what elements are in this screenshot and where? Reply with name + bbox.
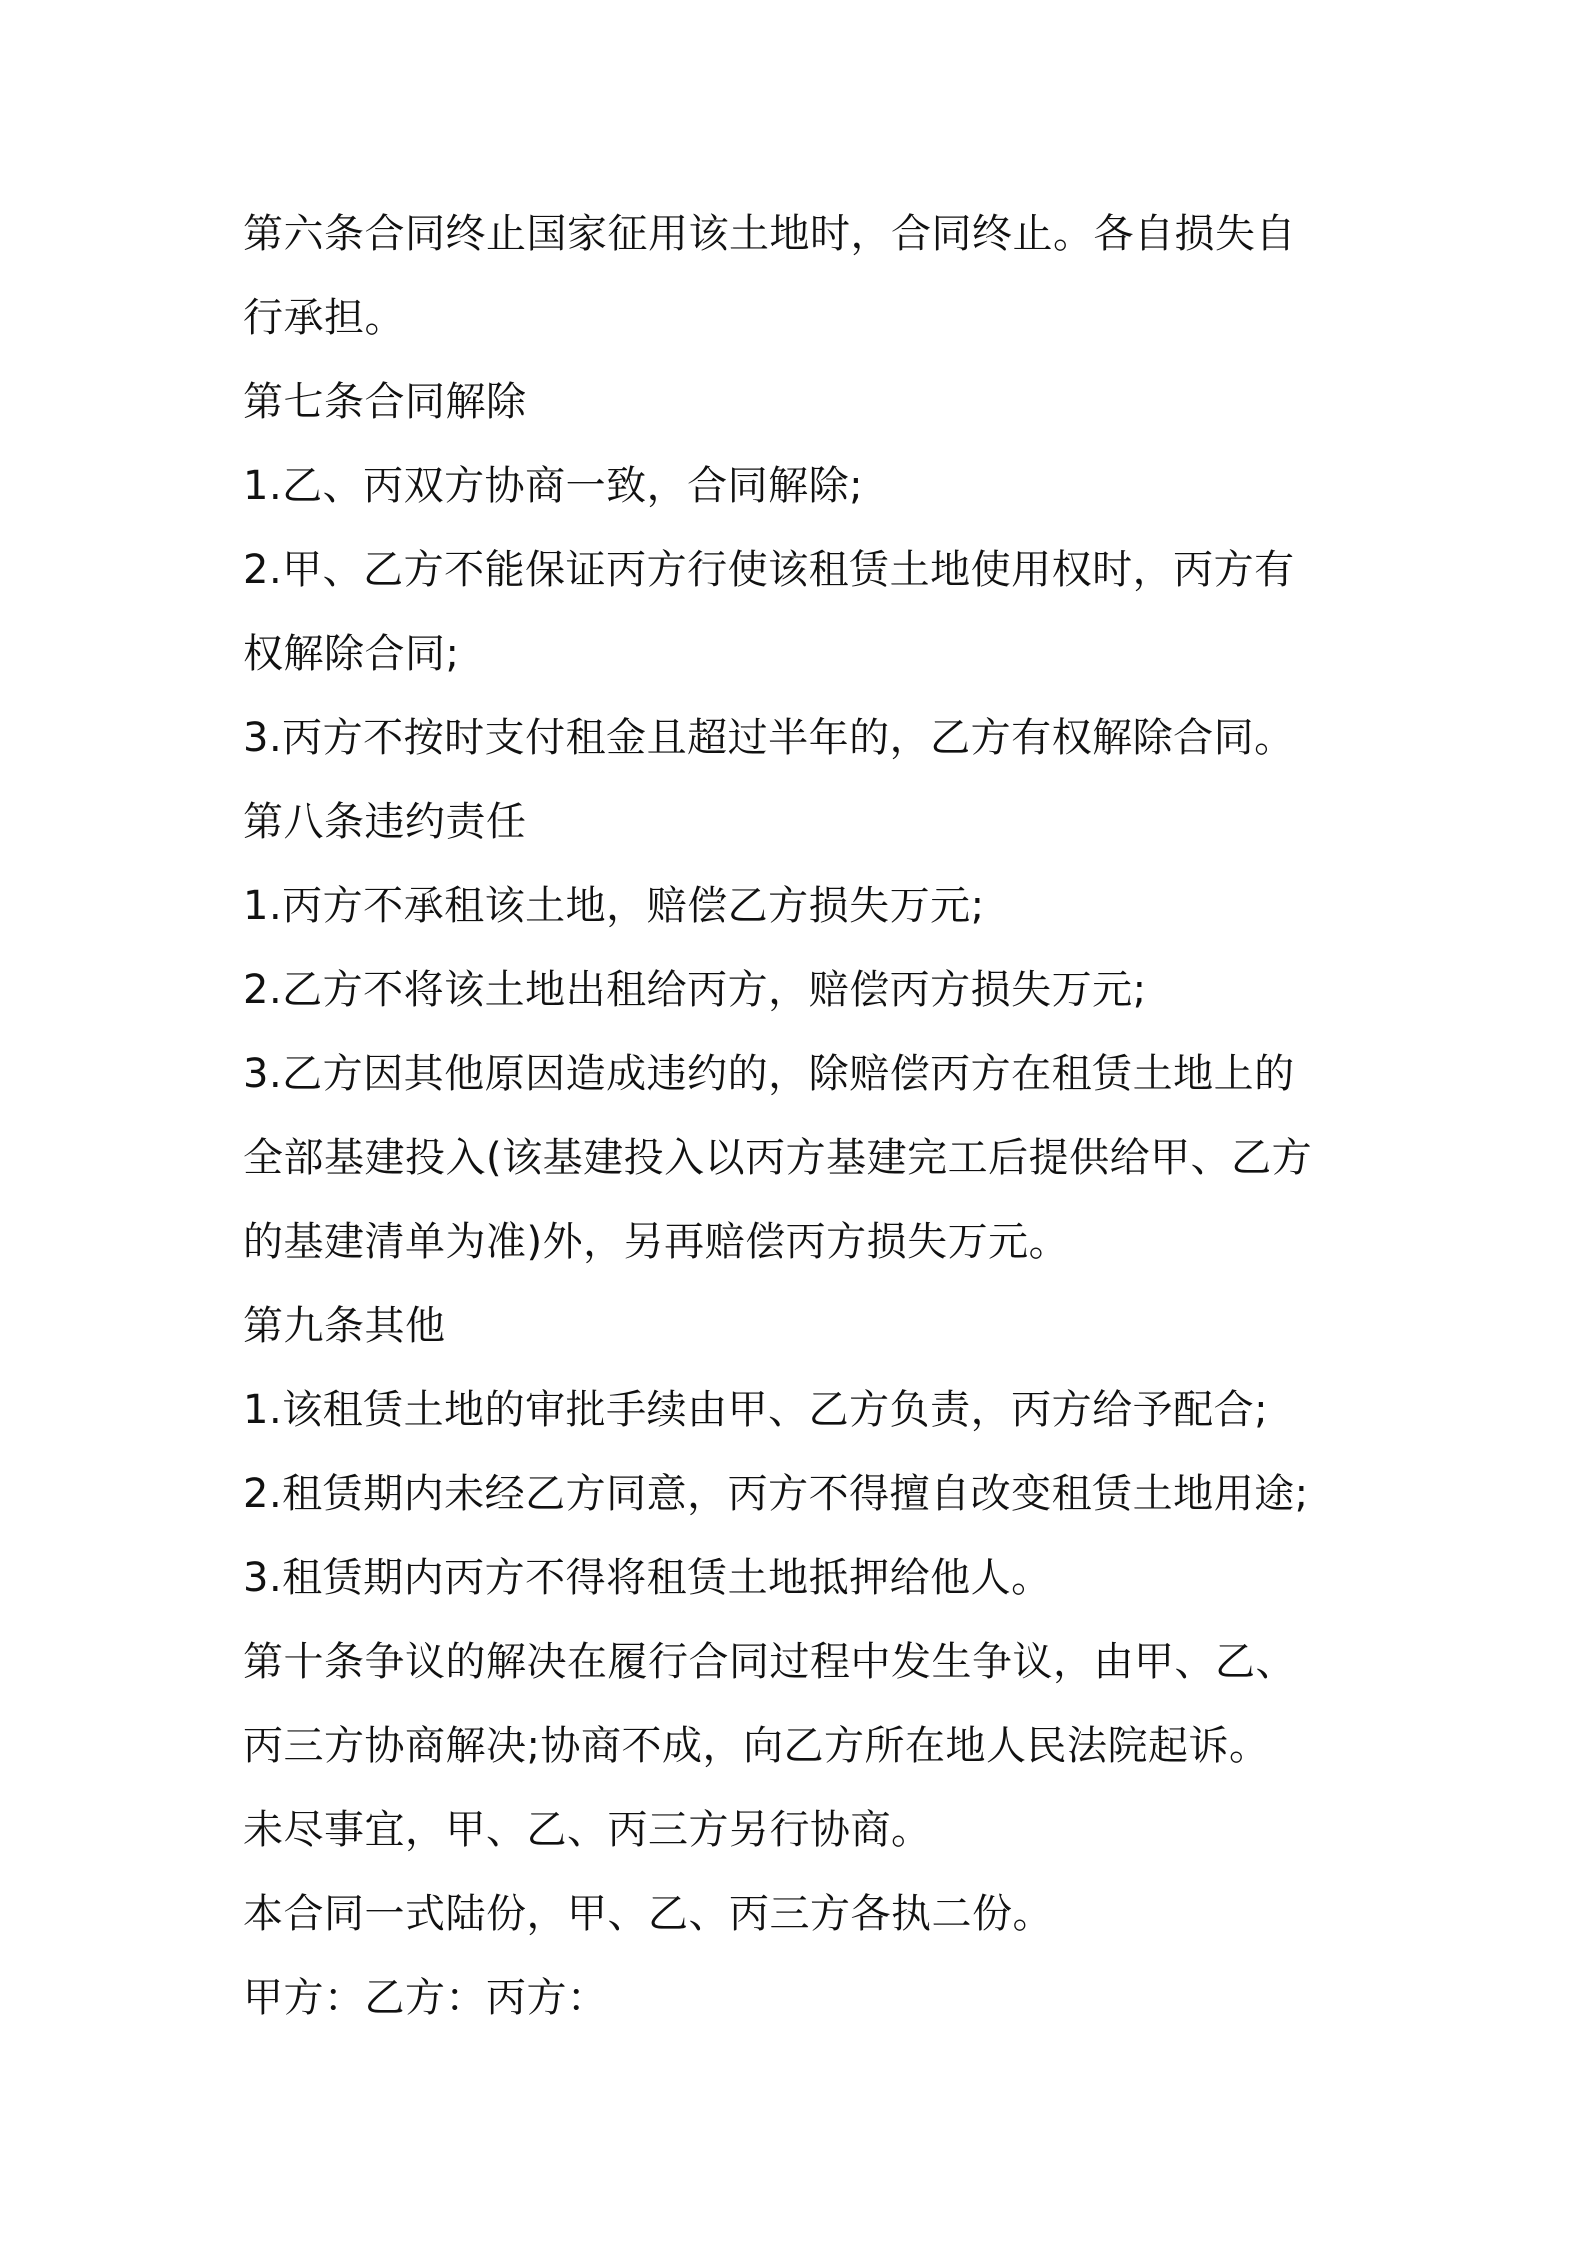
text-line: 本合同一式陆份，甲、乙、丙三方各执二份。 (243, 1891, 1053, 1937)
text-line: 第六条合同终止国家征用该土地时，合同终止。各自损失自 (243, 211, 1296, 257)
section-heading: 第九条其他 (243, 1303, 446, 1349)
list-item: 1.该租赁土地的审批手续由甲、乙方负责，丙方给予配合; (243, 1387, 1269, 1433)
text-line: 的基建清单为准)外，另再赔偿丙方损失万元。 (243, 1219, 1070, 1265)
list-item: 3.乙方因其他原因造成违约的，除赔偿丙方在租赁土地上的 (243, 1051, 1295, 1097)
text-line: 未尽事宜，甲、乙、丙三方另行协商。 (243, 1807, 932, 1853)
section-heading: 第八条违约责任 (243, 799, 527, 845)
list-item: 2.租赁期内未经乙方同意，丙方不得擅自改变租赁土地用途; (243, 1471, 1309, 1517)
text-line: 权解除合同; (243, 631, 460, 677)
list-item: 3.丙方不按时支付租金且超过半年的，乙方有权解除合同。 (243, 715, 1295, 761)
text-line: 丙三方协商解决;协商不成，向乙方所在地人民法院起诉。 (243, 1723, 1270, 1769)
text-line: 行承担。 (243, 295, 405, 341)
list-item: 2.乙方不将该土地出租给丙方，赔偿丙方损失万元; (243, 967, 1147, 1013)
list-item: 1.乙、丙双方协商一致，合同解除; (243, 463, 864, 509)
signature-line: 甲方：乙方：丙方： (243, 1975, 608, 2021)
list-item: 3.租赁期内丙方不得将租赁土地抵押给他人。 (243, 1555, 1052, 1601)
document-body (243, 192, 1363, 2040)
list-item: 2.甲、乙方不能保证丙方行使该租赁土地使用权时，丙方有 (243, 547, 1295, 593)
section-heading: 第七条合同解除 (243, 379, 527, 425)
list-item: 1.丙方不承租该土地，赔偿乙方损失万元; (243, 883, 985, 929)
text-line: 全部基建投入(该基建投入以丙方基建完工后提供给甲、乙方 (243, 1135, 1313, 1181)
section-heading: 第十条争议的解决在履行合同过程中发生争议，由甲、乙、 (243, 1639, 1296, 1685)
